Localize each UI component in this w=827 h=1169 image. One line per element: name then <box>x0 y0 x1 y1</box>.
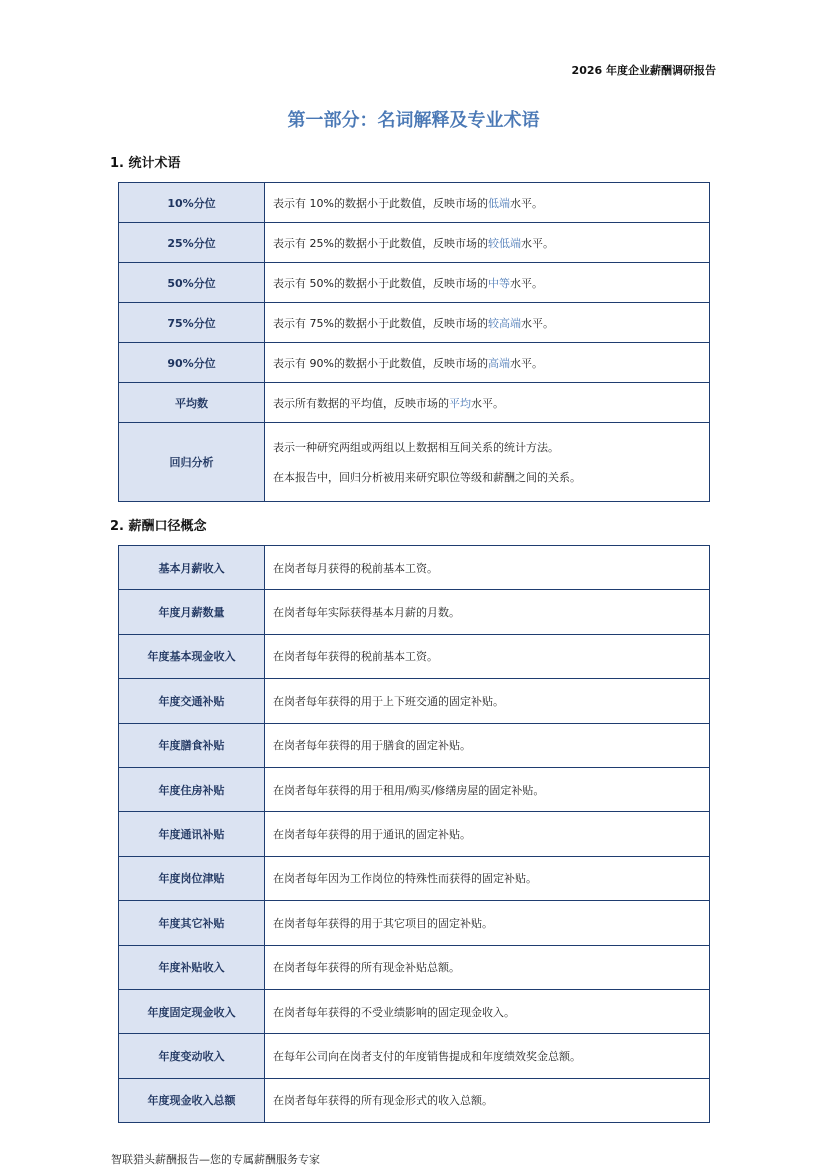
table-row <box>119 1034 710 1078</box>
description-cell: 在岗者每年获得的用于通讯的固定补贴。 <box>265 812 710 856</box>
table-row-regression <box>119 423 710 502</box>
table-row <box>119 856 710 900</box>
description-cell: 在岗者每年获得的用于上下班交通的固定补贴。 <box>265 679 710 723</box>
description-cell: 在岗者每月获得的税前基本工资。 <box>265 546 710 590</box>
term-cell: 平均数 <box>119 383 265 423</box>
table-row <box>119 183 710 223</box>
description-cell: 表示有 75%的数据小于此数值，反映市场的较高端水平。 <box>265 303 710 343</box>
description-cell: 在岗者每年获得的所有现金形式的收入总额。 <box>265 1078 710 1122</box>
term-cell: 10%分位 <box>119 183 265 223</box>
description-cell: 表示所有数据的平均值，反映市场的平均水平。 <box>265 383 710 423</box>
term-cell: 25%分位 <box>119 223 265 263</box>
description-cell: 在岗者每年获得的用于膳食的固定补贴。 <box>265 723 710 767</box>
term-cell: 年度月薪数量 <box>119 590 265 634</box>
term-cell: 年度交通补贴 <box>119 679 265 723</box>
regression-line-2: 在本报告中，回归分析被用来研究职位等级和薪酬之间的关系。 <box>273 471 581 484</box>
description-cell: 在岗者每年获得的用于其它项目的固定补贴。 <box>265 901 710 945</box>
description-cell: 在岗者每年获得的不受业绩影响的固定现金收入。 <box>265 989 710 1033</box>
table-row <box>119 989 710 1033</box>
footer-text: 智联猎头薪酬报告—您的专属薪酬服务专家 <box>111 1153 320 1166</box>
table-row <box>119 945 710 989</box>
table-row <box>119 546 710 590</box>
highlight-text: 中等 <box>487 276 510 290</box>
table-row <box>119 1078 710 1122</box>
description-cell: 表示有 90%的数据小于此数值，反映市场的高端水平。 <box>265 343 710 383</box>
description-cell: 在岗者每年获得的所有现金补贴总额。 <box>265 945 710 989</box>
description-cell <box>265 423 710 502</box>
term-cell: 回归分析 <box>119 423 265 502</box>
table-row <box>119 812 710 856</box>
table-row <box>119 767 710 811</box>
term-cell: 年度固定现金收入 <box>119 989 265 1033</box>
table-row <box>119 343 710 383</box>
table-row <box>119 383 710 423</box>
report-header-title: 2026 年度企业薪酬调研报告 <box>571 64 716 77</box>
term-cell: 50%分位 <box>119 263 265 303</box>
term-cell: 年度膳食补贴 <box>119 723 265 767</box>
term-cell: 年度补贴收入 <box>119 945 265 989</box>
highlight-text: 低端 <box>487 196 510 210</box>
description-cell: 在每年公司向在岗者支付的年度销售提成和年度绩效奖金总额。 <box>265 1034 710 1078</box>
regression-line-1: 表示一种研究两组或两组以上数据相互间关系的统计方法。 <box>273 441 559 454</box>
table-row <box>119 901 710 945</box>
term-cell: 年度变动收入 <box>119 1034 265 1078</box>
section-title-compensation: 2. 薪酬口径概念 <box>110 519 207 534</box>
highlight-text: 较低端 <box>487 236 521 250</box>
section-title-statistics: 1. 统计术语 <box>110 156 181 171</box>
description-cell: 表示有 25%的数据小于此数值，反映市场的较低端水平。 <box>265 223 710 263</box>
term-cell: 年度岗位津贴 <box>119 856 265 900</box>
description-cell: 在岗者每年获得的税前基本工资。 <box>265 634 710 678</box>
term-cell: 90%分位 <box>119 343 265 383</box>
description-cell: 表示有 10%的数据小于此数值，反映市场的低端水平。 <box>265 183 710 223</box>
statistics-terms-table <box>118 182 710 502</box>
table-row <box>119 723 710 767</box>
highlight-text: 较高端 <box>487 316 521 330</box>
part-title: 第一部分：名词解释及专业术语 <box>287 110 540 131</box>
term-cell: 年度现金收入总额 <box>119 1078 265 1122</box>
term-cell: 年度通讯补贴 <box>119 812 265 856</box>
term-cell: 年度住房补贴 <box>119 767 265 811</box>
compensation-terms-table <box>118 545 710 1123</box>
table-row <box>119 303 710 343</box>
term-cell: 年度基本现金收入 <box>119 634 265 678</box>
table-row <box>119 634 710 678</box>
table-row <box>119 679 710 723</box>
description-cell: 表示有 50%的数据小于此数值，反映市场的中等水平。 <box>265 263 710 303</box>
term-cell: 基本月薪收入 <box>119 546 265 590</box>
highlight-text: 平均 <box>449 396 471 410</box>
table-row <box>119 223 710 263</box>
description-cell: 在岗者每年因为工作岗位的特殊性而获得的固定补贴。 <box>265 856 710 900</box>
table-row <box>119 263 710 303</box>
term-cell: 75%分位 <box>119 303 265 343</box>
term-cell: 年度其它补贴 <box>119 901 265 945</box>
highlight-text: 高端 <box>487 356 510 370</box>
description-cell: 在岗者每年实际获得基本月薪的月数。 <box>265 590 710 634</box>
table-row <box>119 590 710 634</box>
description-cell: 在岗者每年获得的用于租用/购买/修缮房屋的固定补贴。 <box>265 767 710 811</box>
